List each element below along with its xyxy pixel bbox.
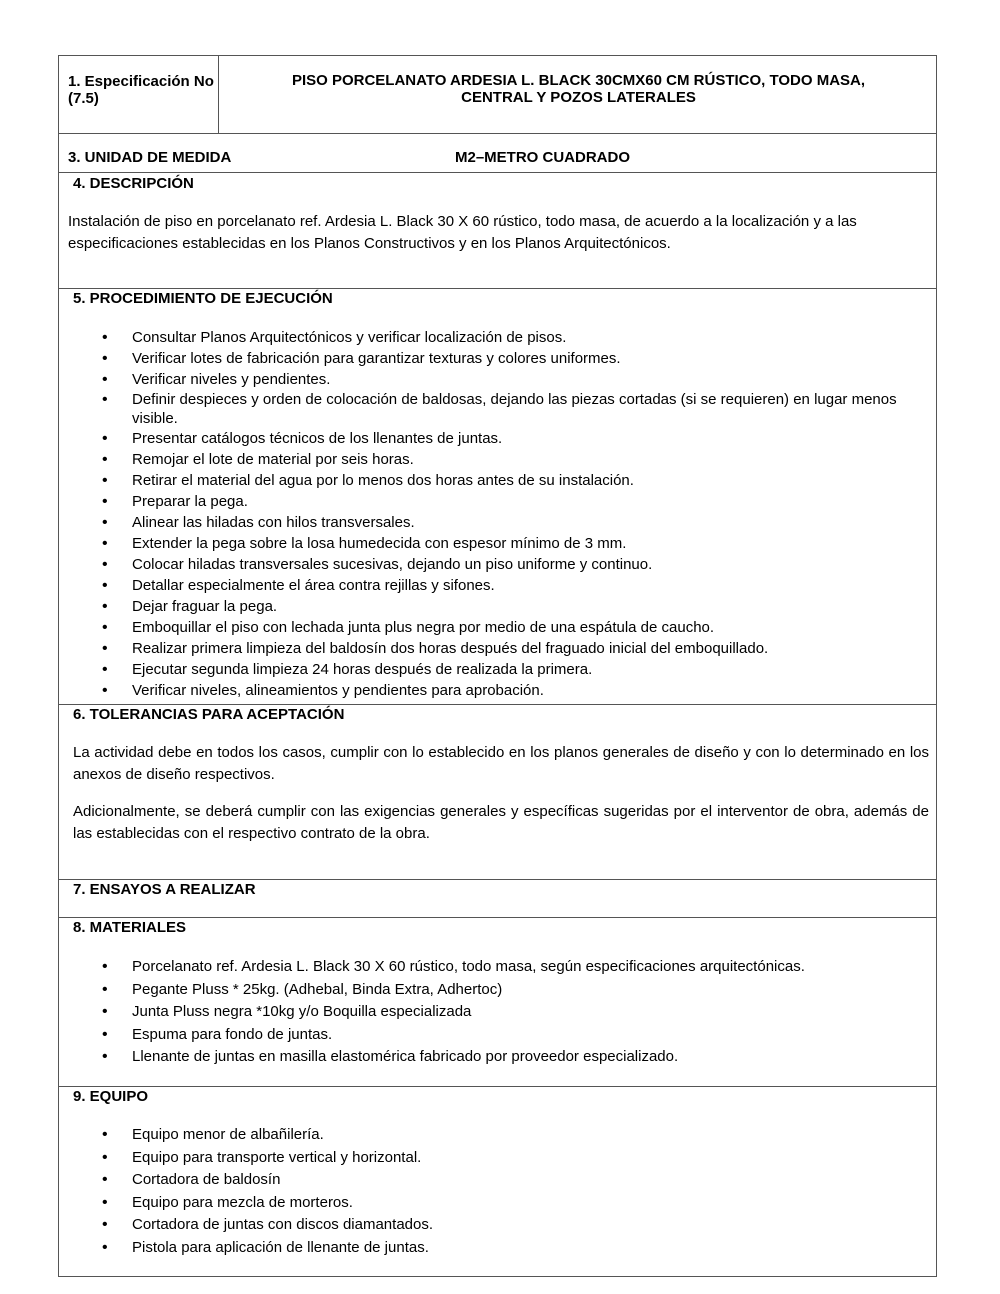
equipment-item: • Equipo menor de albañilería.	[59, 1124, 919, 1147]
divider	[59, 172, 936, 173]
equipment-item: • Equipo para mezcla de morteros.	[59, 1192, 919, 1215]
procedure-step: • Dejar fraguar la pega.	[59, 596, 919, 617]
procedure-step: • Definir despieces y orden de colocación de baldosas, dejando las piezas cortadas (si se requieren) en lugar menos visible.	[59, 390, 919, 428]
procedure-step: • Retirar el material del agua por lo menos dos horas antes de su instalación.	[59, 470, 919, 491]
procedure-list	[59, 327, 919, 701]
divider	[59, 288, 936, 289]
divider	[59, 704, 936, 705]
divider	[59, 879, 936, 880]
tolerances-paragraph: La actividad debe en todos los casos, cumplir con lo establecido en los planos generales de diseño y con lo determinado en los anexos de diseño respectivos.	[73, 744, 929, 783]
divider	[59, 133, 936, 134]
procedure-step: • Verificar lotes de fabricación para garantizar texturas y colores uniformes.	[59, 348, 919, 369]
tests-heading: 7. ENSAYOS A REALIZAR	[73, 881, 256, 898]
material-item: • Pegante Pluss * 25kg. (Adhebal, Binda Extra, Adhertoc)	[59, 979, 919, 1002]
equipment-item: • Equipo para transporte vertical y horizontal.	[59, 1147, 919, 1170]
description-text	[68, 211, 934, 255]
procedure-step: • Verificar niveles, alineamientos y pendientes para aprobación.	[59, 680, 919, 701]
spec-title-line: CENTRAL Y POZOS LATERALES	[461, 89, 696, 106]
description-heading: 4. DESCRIPCIÓN	[73, 175, 194, 192]
tolerances-heading: 6. TOLERANCIAS PARA ACEPTACIÓN	[73, 706, 345, 723]
description-line: Instalación de piso en porcelanato ref. Ardesia L. Black 30 X 60 rústico, todo masa, de acuerdo a la localización y a las	[68, 213, 857, 230]
procedure-step: • Remojar el lote de material por seis horas.	[59, 449, 919, 470]
unit-label: 3. UNIDAD DE MEDIDA	[68, 149, 232, 166]
procedure-step: • Detallar especialmente el área contra rejillas y sifones.	[59, 575, 919, 596]
materials-list	[59, 956, 919, 1069]
equipment-item: • Pistola para aplicación de llenante de juntas.	[59, 1237, 919, 1260]
procedure-step: • Verificar niveles y pendientes.	[59, 369, 919, 390]
procedure-step: • Presentar catálogos técnicos de los llenantes de juntas.	[59, 428, 919, 449]
material-item: • Llenante de juntas en masilla elastomérica fabricado por proveedor especializado.	[59, 1046, 919, 1069]
spec-title-line: PISO PORCELANATO ARDESIA L. BLACK 30CMX60 CM RÚSTICO, TODO MASA,	[291, 72, 866, 89]
equipment-heading: 9. EQUIPO	[73, 1088, 149, 1105]
tolerances-paragraph: Adicionalmente, se deberá cumplir con las exigencias generales y específicas sugeridas por el interventor de obra, además de las establecidas con el respectivo contrato de la obra.	[73, 803, 929, 842]
equipment-item: • Cortadora de juntas con discos diamantados.	[59, 1214, 919, 1237]
procedure-heading: 5. PROCEDIMIENTO DE EJECUCIÓN	[73, 290, 333, 307]
procedure-step: • Ejecutar segunda limpieza 24 horas después de realizada la primera.	[59, 659, 919, 680]
spec-number-label: 1. Especificación No (7.5)	[68, 73, 214, 107]
procedure-step: • Realizar primera limpieza del baldosín dos horas después del fraguado inicial del emboquillado.	[59, 638, 919, 659]
procedure-step: • Emboquillar el piso con lechada junta plus negra por medio de una espátula de caucho.	[59, 617, 919, 638]
specification-table	[58, 55, 937, 1277]
material-item: • Espuma para fondo de juntas.	[59, 1024, 919, 1047]
procedure-step: • Preparar la pega.	[59, 491, 919, 512]
divider	[59, 917, 936, 918]
divider	[59, 1086, 936, 1087]
equipment-list	[59, 1124, 919, 1260]
procedure-step: • Consultar Planos Arquitectónicos y verificar localización de pisos.	[59, 327, 919, 348]
procedure-step: • Extender la pega sobre la losa humedecida con espesor mínimo de 3 mm.	[59, 533, 919, 554]
description-line: especificaciones establecidas en los Planos Constructivos y en los Planos Arquitectónicos.	[68, 235, 671, 252]
procedure-step: • Alinear las hiladas con hilos transversales.	[59, 512, 919, 533]
materials-heading: 8. MATERIALES	[73, 919, 187, 936]
procedure-step: • Colocar hiladas transversales sucesivas, dejando un piso uniforme y continuo.	[59, 554, 919, 575]
material-item: • Porcelanato ref. Ardesia L. Black 30 X 60 rústico, todo masa, según especificaciones arquitectónicas.	[59, 956, 919, 979]
material-item: • Junta Pluss negra *10kg y/o Boquilla especializada	[59, 1001, 919, 1024]
equipment-item: • Cortadora de baldosín	[59, 1169, 919, 1192]
unit-value: M2–METRO CUADRADO	[455, 149, 631, 166]
spec-title	[219, 72, 938, 106]
